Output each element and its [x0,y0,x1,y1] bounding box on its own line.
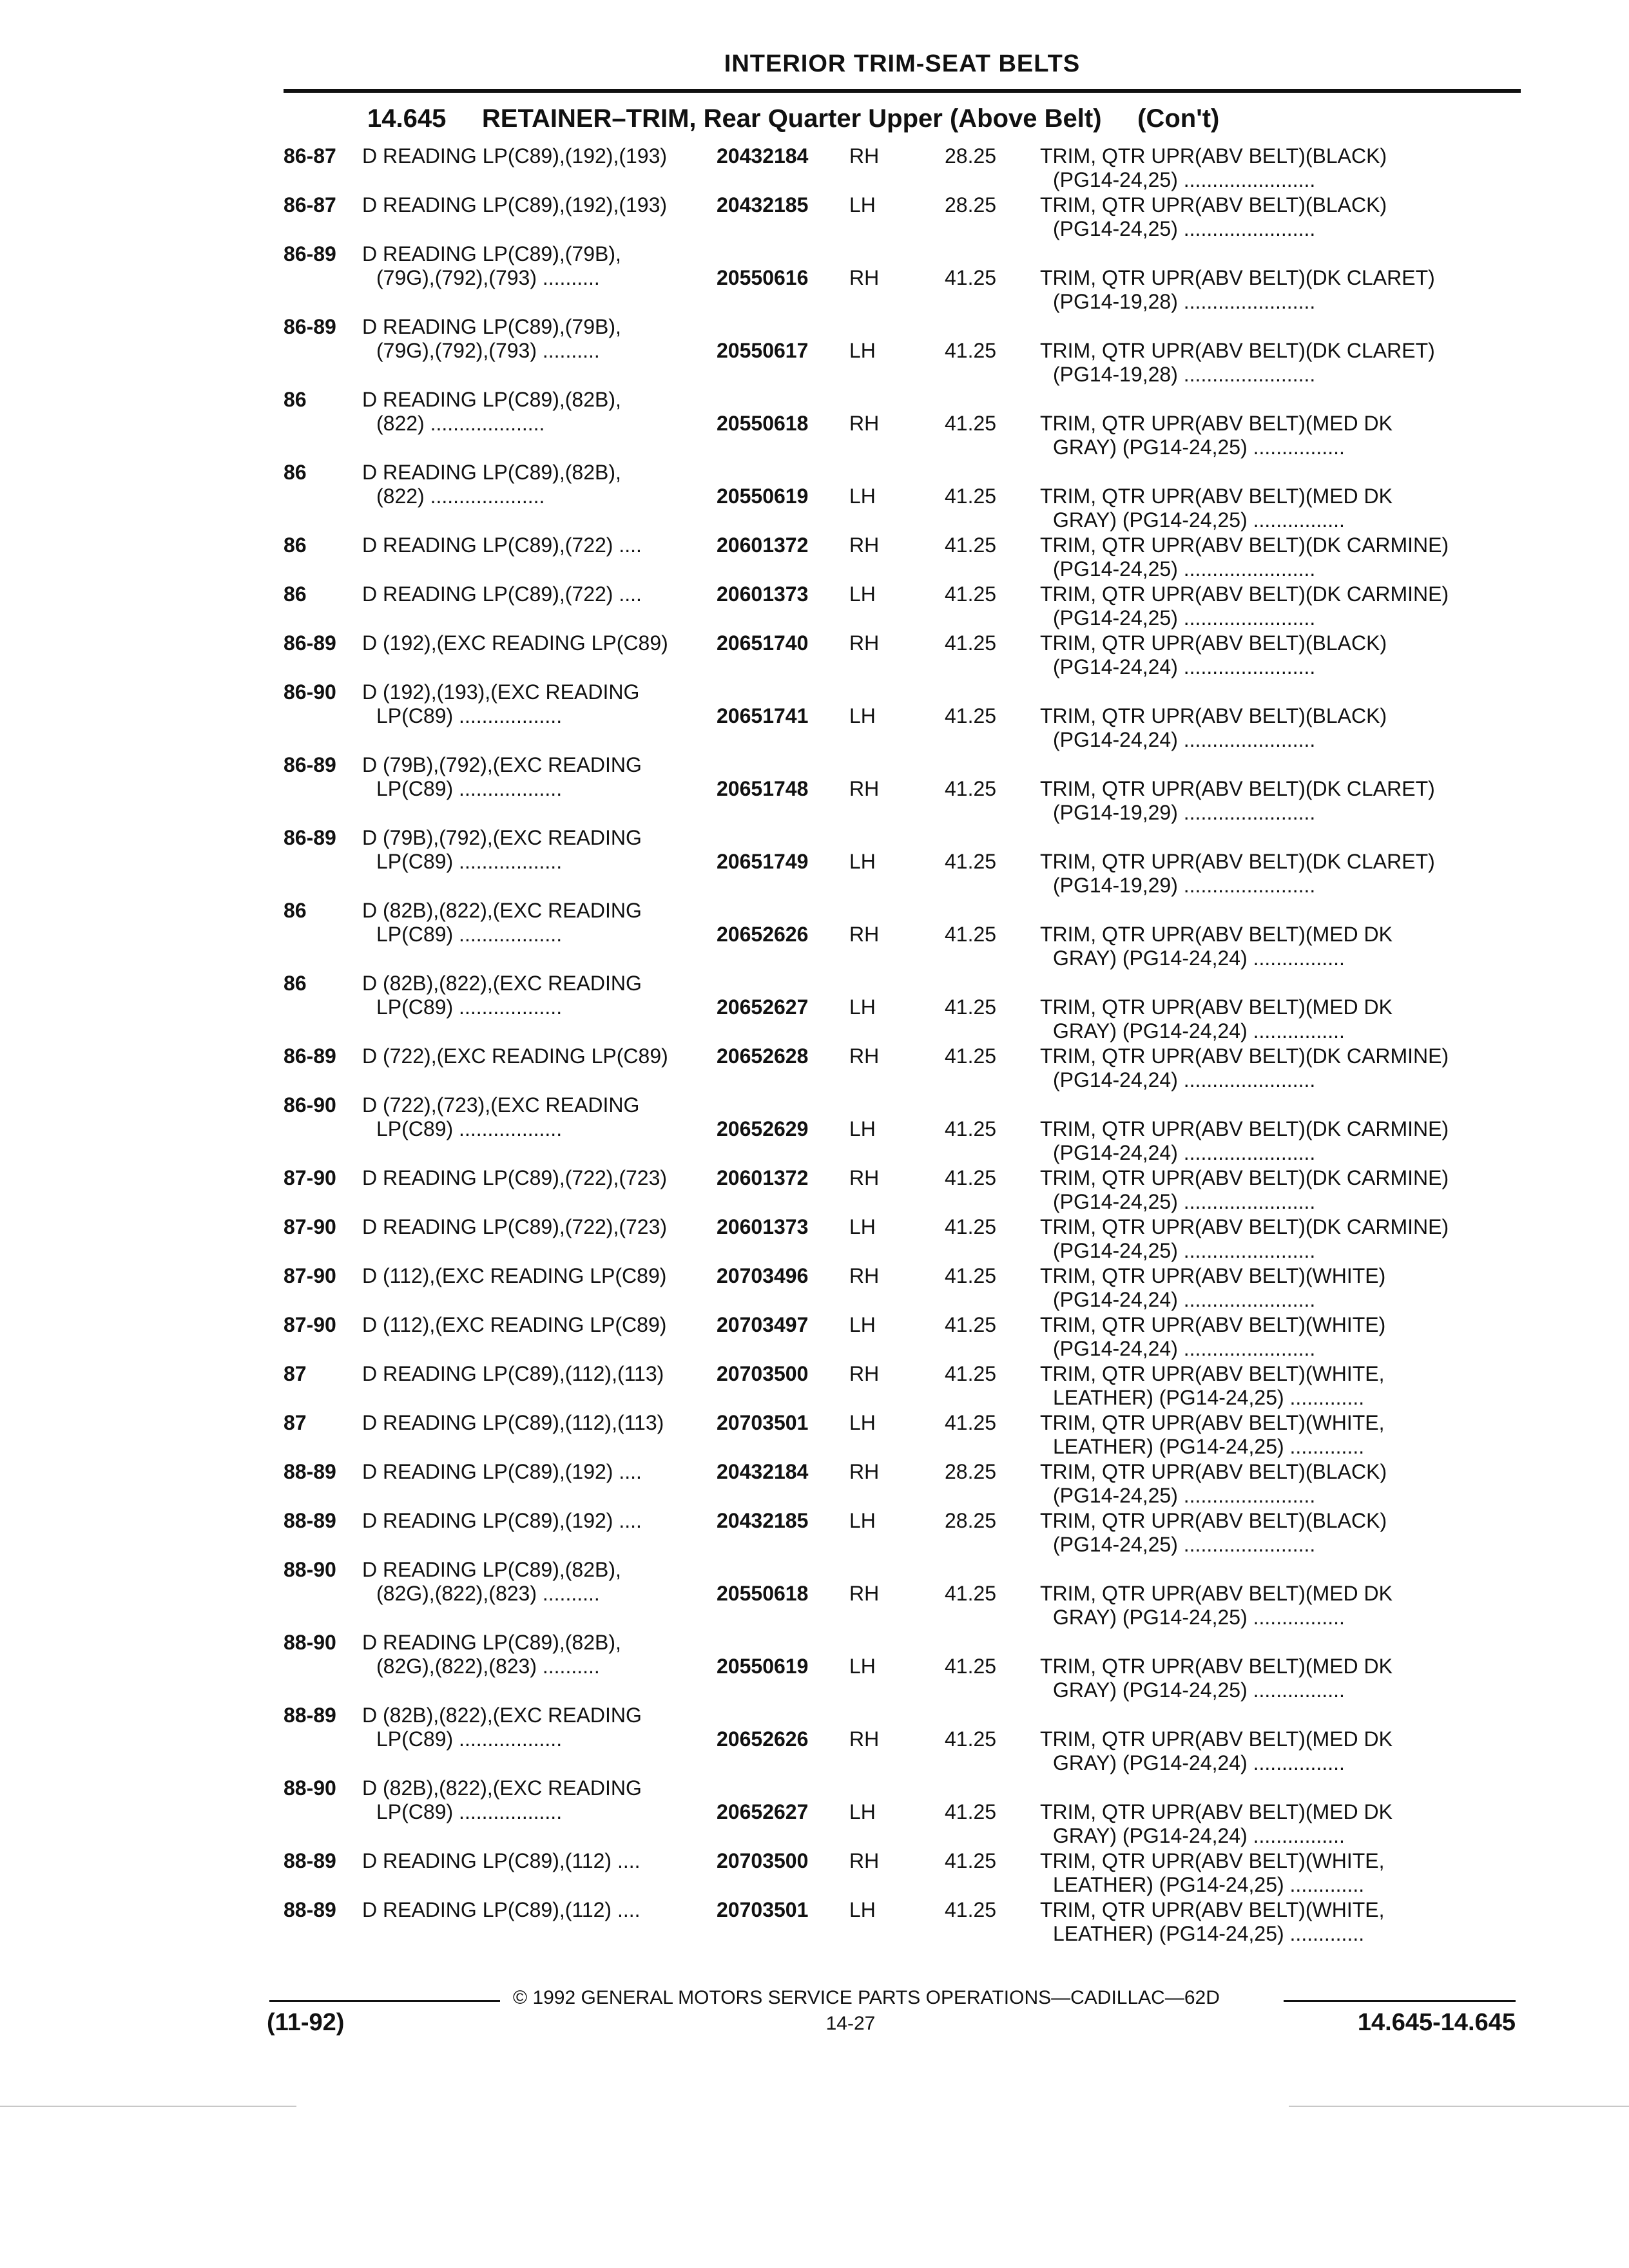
row-description: D READING LP(C89),(82B), [362,461,621,484]
row-description: D READING LP(C89),(192) .... [362,1509,642,1532]
row-description: D (722),(EXC READING LP(C89) [362,1044,668,1068]
row-part-name-cont: GRAY) (PG14-24,25) ................ [1053,1678,1345,1702]
table-row [0,1460,1629,1508]
row-side: LH [849,193,876,216]
row-description-cont: LP(C89) .................. [376,704,563,727]
row-part-number: 20703501 [717,1411,809,1434]
row-years: 88-89 [284,1460,336,1483]
row-part-name-cont: (PG14-24,24) ....................... [1053,1288,1316,1311]
row-part-name-cont: LEATHER) (PG14-24,25) ............. [1053,1873,1365,1896]
row-side: RH [849,1044,880,1068]
row-part-name-cont: (PG14-24,25) ....................... [1053,1484,1316,1507]
row-side: LH [849,1655,876,1678]
row-years: 88-89 [284,1898,336,1921]
row-part-number: 20652627 [717,1800,809,1823]
row-price: 41.25 [945,485,997,508]
table-row [0,1558,1629,1629]
row-price: 41.25 [945,533,997,557]
table-row [0,972,1629,1043]
row-price: 41.25 [945,631,997,655]
row-part-name: TRIM, QTR UPR(ABV BELT)(WHITE, [1040,1362,1385,1385]
row-part-number: 20652629 [717,1117,809,1140]
row-part-name: TRIM, QTR UPR(ABV BELT)(BLACK) [1040,193,1387,216]
row-side: RH [849,923,880,946]
row-part-name-cont: LEATHER) (PG14-24,25) ............. [1053,1435,1365,1458]
row-years: 86 [284,533,307,557]
table-row [0,1411,1629,1459]
row-part-name: TRIM, QTR UPR(ABV BELT)(WHITE, [1040,1411,1385,1434]
row-years: 87 [284,1411,307,1434]
row-price: 41.25 [945,1898,997,1921]
row-years: 87 [284,1362,307,1385]
row-part-number: 20601372 [717,533,809,557]
row-part-name: TRIM, QTR UPR(ABV BELT)(DK CARMINE) [1040,1117,1449,1140]
row-description: D READING LP(C89),(722) .... [362,533,642,557]
row-years: 86 [284,899,307,922]
table-row [0,1215,1629,1263]
row-price: 41.25 [945,1849,997,1872]
table-row [0,1313,1629,1361]
row-description: D (79B),(792),(EXC READING [362,826,642,849]
row-part-name: TRIM, QTR UPR(ABV BELT)(DK CARMINE) [1040,533,1449,557]
row-years: 86-89 [284,826,336,849]
row-part-name-cont: GRAY) (PG14-24,24) ................ [1053,1019,1345,1043]
row-years: 88-90 [284,1776,336,1800]
footer-rule-left [269,2000,500,2002]
row-side: RH [849,1264,880,1287]
section-number: 14.645 [367,104,447,133]
row-part-name: TRIM, QTR UPR(ABV BELT)(BLACK) [1040,1460,1387,1483]
row-part-name-cont: GRAY) (PG14-24,25) ................ [1053,1606,1345,1629]
row-side: LH [849,582,876,606]
row-part-name-cont: (PG14-24,24) ....................... [1053,655,1316,678]
table-row [0,1362,1629,1410]
row-description-cont: LP(C89) .................. [376,1727,563,1751]
row-part-name-cont: GRAY) (PG14-24,24) ................ [1053,947,1345,970]
table-row [0,242,1629,313]
row-years: 86 [284,972,307,995]
row-description: D READING LP(C89),(192) .... [362,1460,642,1483]
table-row [0,1776,1629,1847]
row-side: RH [849,1849,880,1872]
table-row [0,1093,1629,1164]
row-side: RH [849,1582,880,1605]
row-part-name: TRIM, QTR UPR(ABV BELT)(DK CLARET) [1040,850,1435,873]
row-part-number: 20601372 [717,1166,809,1189]
row-side: LH [849,1800,876,1823]
row-part-number: 20703500 [717,1362,809,1385]
row-price: 28.25 [945,1509,997,1532]
row-description: D (722),(723),(EXC READING [362,1093,640,1117]
row-side: LH [849,1898,876,1921]
footer-range: 14.645-14.645 [1357,2009,1516,2036]
row-description-cont: (82G),(822),(823) .......... [376,1582,600,1605]
row-description: D (192),(193),(EXC READING [362,680,640,704]
row-part-number: 20651749 [717,850,809,873]
row-years: 86-89 [284,631,336,655]
row-description-cont: LP(C89) .................. [376,923,563,946]
row-description: D READING LP(C89),(82B), [362,1631,621,1654]
row-price: 41.25 [945,339,997,362]
row-side: RH [849,266,880,289]
row-description-cont: LP(C89) .................. [376,1117,563,1140]
row-price: 41.25 [945,1313,997,1336]
row-price: 41.25 [945,1117,997,1140]
table-row [0,1166,1629,1214]
row-part-number: 20550618 [717,412,809,435]
row-part-number: 20550619 [717,1655,809,1678]
row-description-cont: (82G),(822),(823) .......... [376,1655,600,1678]
row-side: LH [849,995,876,1019]
row-part-number: 20432185 [717,193,809,216]
row-side: LH [849,339,876,362]
row-side: RH [849,631,880,655]
row-part-name-cont: (PG14-24,24) ....................... [1053,1141,1316,1164]
row-description: D READING LP(C89),(82B), [362,1558,621,1581]
table-row [0,1264,1629,1312]
row-part-number: 20550618 [717,1582,809,1605]
row-side: LH [849,1509,876,1532]
row-years: 86-89 [284,315,336,338]
row-part-name: TRIM, QTR UPR(ABV BELT)(MED DK [1040,412,1393,435]
row-part-number: 20652626 [717,923,809,946]
row-description-cont: LP(C89) .................. [376,850,563,873]
row-description: D (82B),(822),(EXC READING [362,899,642,922]
row-part-name-cont: (PG14-24,25) ....................... [1053,606,1316,629]
row-part-number: 20652628 [717,1044,809,1068]
row-description: D (82B),(822),(EXC READING [362,1704,642,1727]
row-part-name: TRIM, QTR UPR(ABV BELT)(DK CARMINE) [1040,582,1449,606]
table-row [0,1631,1629,1702]
table-row [0,1044,1629,1092]
row-side: RH [849,533,880,557]
row-side: LH [849,1215,876,1238]
row-part-name: TRIM, QTR UPR(ABV BELT)(DK CLARET) [1040,266,1435,289]
table-row [0,680,1629,751]
row-description-cont: (822) .................... [376,485,545,508]
row-side: LH [849,1313,876,1336]
row-description: D READING LP(C89),(722),(723) [362,1215,668,1238]
row-years: 86-89 [284,242,336,265]
row-part-name-cont: (PG14-24,24) ....................... [1053,1337,1316,1360]
row-price: 28.25 [945,193,997,216]
row-description: D READING LP(C89),(722),(723) [362,1166,668,1189]
row-part-number: 20601373 [717,1215,809,1238]
row-part-name-cont: (PG14-24,25) ....................... [1053,217,1316,240]
row-part-name-cont: (PG14-19,28) ....................... [1053,363,1316,386]
row-part-name: TRIM, QTR UPR(ABV BELT)(BLACK) [1040,631,1387,655]
row-part-name-cont: GRAY) (PG14-24,25) ................ [1053,436,1345,459]
scan-artifact-left [0,2106,296,2107]
row-price: 41.25 [945,1044,997,1068]
row-part-number: 20432184 [717,1460,809,1483]
row-price: 41.25 [945,1727,997,1751]
row-part-name: TRIM, QTR UPR(ABV BELT)(DK CARMINE) [1040,1044,1449,1068]
row-part-number: 20432185 [717,1509,809,1532]
row-years: 87-90 [284,1215,336,1238]
row-years: 86-87 [284,144,336,168]
row-side: RH [849,1362,880,1385]
row-description: D (192),(EXC READING LP(C89) [362,631,668,655]
row-part-number: 20652627 [717,995,809,1019]
table-row [0,388,1629,459]
row-part-name-cont: (PG14-24,25) ....................... [1053,168,1316,191]
row-side: LH [849,850,876,873]
row-part-name: TRIM, QTR UPR(ABV BELT)(WHITE, [1040,1898,1385,1921]
row-side: LH [849,485,876,508]
footer-copyright: © 1992 GENERAL MOTORS SERVICE PARTS OPERATIONS—CADILLAC—62D [513,1987,1220,2008]
table-row [0,1898,1629,1946]
row-years: 88-90 [284,1558,336,1581]
row-part-name-cont: (PG14-24,25) ....................... [1053,1190,1316,1213]
page-header: INTERIOR TRIM-SEAT BELTS [724,50,1081,77]
row-description: D (82B),(822),(EXC READING [362,972,642,995]
row-part-name: TRIM, QTR UPR(ABV BELT)(MED DK [1040,1655,1393,1678]
row-side: RH [849,1166,880,1189]
row-part-number: 20703500 [717,1849,809,1872]
table-row [0,753,1629,824]
row-price: 41.25 [945,777,997,800]
row-side: LH [849,704,876,727]
row-price: 41.25 [945,995,997,1019]
row-part-name: TRIM, QTR UPR(ABV BELT)(BLACK) [1040,704,1387,727]
row-description: D (79B),(792),(EXC READING [362,753,642,776]
row-price: 41.25 [945,1362,997,1385]
row-years: 86-90 [284,680,336,704]
row-part-name-cont: GRAY) (PG14-24,24) ................ [1053,1824,1345,1847]
row-part-name-cont: (PG14-24,24) ....................... [1053,728,1316,751]
row-price: 41.25 [945,1411,997,1434]
row-description: D READING LP(C89),(722) .... [362,582,642,606]
row-years: 86-89 [284,753,336,776]
row-part-name-cont: (PG14-19,29) ....................... [1053,874,1316,897]
row-description: D READING LP(C89),(192),(193) [362,193,668,216]
row-years: 87-90 [284,1166,336,1189]
row-description: D READING LP(C89),(79B), [362,242,621,265]
row-description-cont: LP(C89) .................. [376,777,563,800]
table-row [0,461,1629,532]
row-description-cont: LP(C89) .................. [376,995,563,1019]
row-part-name: TRIM, QTR UPR(ABV BELT)(MED DK [1040,995,1393,1019]
row-part-name-cont: (PG14-24,25) ....................... [1053,557,1316,581]
row-part-number: 20601373 [717,582,809,606]
row-side: RH [849,1727,880,1751]
footer-rule-right [1284,2000,1516,2002]
table-row [0,1704,1629,1774]
row-years: 86 [284,582,307,606]
row-years: 87-90 [284,1313,336,1336]
table-row [0,144,1629,192]
row-price: 41.25 [945,1582,997,1605]
row-price: 28.25 [945,144,997,168]
row-price: 41.25 [945,1655,997,1678]
row-price: 41.25 [945,850,997,873]
table-row [0,1849,1629,1897]
row-part-number: 20432184 [717,144,809,168]
row-description: D (82B),(822),(EXC READING [362,1776,642,1800]
row-part-name: TRIM, QTR UPR(ABV BELT)(MED DK [1040,923,1393,946]
table-row [0,582,1629,630]
row-years: 86 [284,388,307,411]
row-part-number: 20550616 [717,266,809,289]
row-price: 41.25 [945,1264,997,1287]
row-part-name: TRIM, QTR UPR(ABV BELT)(MED DK [1040,1582,1393,1605]
row-description: D READING LP(C89),(82B), [362,388,621,411]
row-part-name: TRIM, QTR UPR(ABV BELT)(BLACK) [1040,144,1387,168]
row-part-name: TRIM, QTR UPR(ABV BELT)(MED DK [1040,1727,1393,1751]
row-years: 86 [284,461,307,484]
row-part-number: 20651741 [717,704,809,727]
row-price: 41.25 [945,704,997,727]
row-years: 88-89 [284,1509,336,1532]
row-part-name: TRIM, QTR UPR(ABV BELT)(WHITE) [1040,1313,1386,1336]
scan-artifact-right [1289,2106,1629,2107]
row-years: 88-89 [284,1704,336,1727]
row-description-cont: (822) .................... [376,412,545,435]
row-part-name: TRIM, QTR UPR(ABV BELT)(DK CLARET) [1040,339,1435,362]
row-years: 86-87 [284,193,336,216]
footer-date-code: (11-92) [267,2009,345,2036]
row-part-name-cont: LEATHER) (PG14-24,25) ............. [1053,1386,1365,1409]
row-price: 41.25 [945,1166,997,1189]
table-row [0,533,1629,581]
row-description-cont: (79G),(792),(793) .......... [376,339,600,362]
row-price: 41.25 [945,1215,997,1238]
row-part-number: 20550617 [717,339,809,362]
row-part-number: 20703501 [717,1898,809,1921]
row-part-name: TRIM, QTR UPR(ABV BELT)(WHITE) [1040,1264,1386,1287]
row-description: D READING LP(C89),(112),(113) [362,1362,664,1385]
row-part-name: TRIM, QTR UPR(ABV BELT)(WHITE, [1040,1849,1385,1872]
row-part-name-cont: GRAY) (PG14-24,24) ................ [1053,1751,1345,1774]
row-description: D (112),(EXC READING LP(C89) [362,1264,667,1287]
row-price: 41.25 [945,412,997,435]
row-side: RH [849,1460,880,1483]
row-description-cont: (79G),(792),(793) .......... [376,266,600,289]
row-years: 88-89 [284,1849,336,1872]
row-part-name: TRIM, QTR UPR(ABV BELT)(DK CLARET) [1040,777,1435,800]
row-description: D READING LP(C89),(112) .... [362,1849,641,1872]
row-part-name-cont: (PG14-24,25) ....................... [1053,1239,1316,1262]
row-side: RH [849,777,880,800]
row-part-name: TRIM, QTR UPR(ABV BELT)(DK CARMINE) [1040,1215,1449,1238]
row-price: 41.25 [945,923,997,946]
footer-page-number: 14-27 [825,2013,876,2034]
section-continued: (Con't) [1137,104,1220,133]
table-row [0,899,1629,970]
table-row [0,826,1629,897]
row-years: 86-89 [284,1044,336,1068]
row-part-name-cont: (PG14-19,29) ....................... [1053,801,1316,824]
row-price: 28.25 [945,1460,997,1483]
row-part-name: TRIM, QTR UPR(ABV BELT)(BLACK) [1040,1509,1387,1532]
row-part-name-cont: LEATHER) (PG14-24,25) ............. [1053,1922,1365,1945]
row-side: LH [849,1411,876,1434]
row-description: D READING LP(C89),(112) .... [362,1898,641,1921]
row-side: LH [849,1117,876,1140]
table-row [0,315,1629,386]
row-part-number: 20703497 [717,1313,809,1336]
row-part-name-cont: (PG14-24,25) ....................... [1053,1533,1316,1556]
row-years: 87-90 [284,1264,336,1287]
row-part-number: 20550619 [717,485,809,508]
row-description: D READING LP(C89),(112),(113) [362,1411,664,1434]
row-part-name-cont: (PG14-24,24) ....................... [1053,1068,1316,1091]
row-side: RH [849,144,880,168]
row-part-name-cont: (PG14-19,28) ....................... [1053,290,1316,313]
row-part-name: TRIM, QTR UPR(ABV BELT)(DK CARMINE) [1040,1166,1449,1189]
row-part-number: 20651748 [717,777,809,800]
row-part-number: 20703496 [717,1264,809,1287]
row-part-number: 20651740 [717,631,809,655]
row-price: 41.25 [945,582,997,606]
row-description: D (112),(EXC READING LP(C89) [362,1313,667,1336]
table-row [0,1509,1629,1557]
row-years: 88-90 [284,1631,336,1654]
row-description: D READING LP(C89),(79B), [362,315,621,338]
row-description-cont: LP(C89) .................. [376,1800,563,1823]
table-row [0,193,1629,241]
row-years: 86-90 [284,1093,336,1117]
table-row [0,631,1629,679]
row-part-number: 20652626 [717,1727,809,1751]
row-side: RH [849,412,880,435]
row-part-name: TRIM, QTR UPR(ABV BELT)(MED DK [1040,1800,1393,1823]
row-part-name-cont: GRAY) (PG14-24,25) ................ [1053,508,1345,532]
row-price: 41.25 [945,266,997,289]
row-part-name: TRIM, QTR UPR(ABV BELT)(MED DK [1040,485,1393,508]
section-name: RETAINER–TRIM, Rear Quarter Upper (Above Belt) [481,104,1102,133]
row-description: D READING LP(C89),(192),(193) [362,144,668,168]
row-price: 41.25 [945,1800,997,1823]
